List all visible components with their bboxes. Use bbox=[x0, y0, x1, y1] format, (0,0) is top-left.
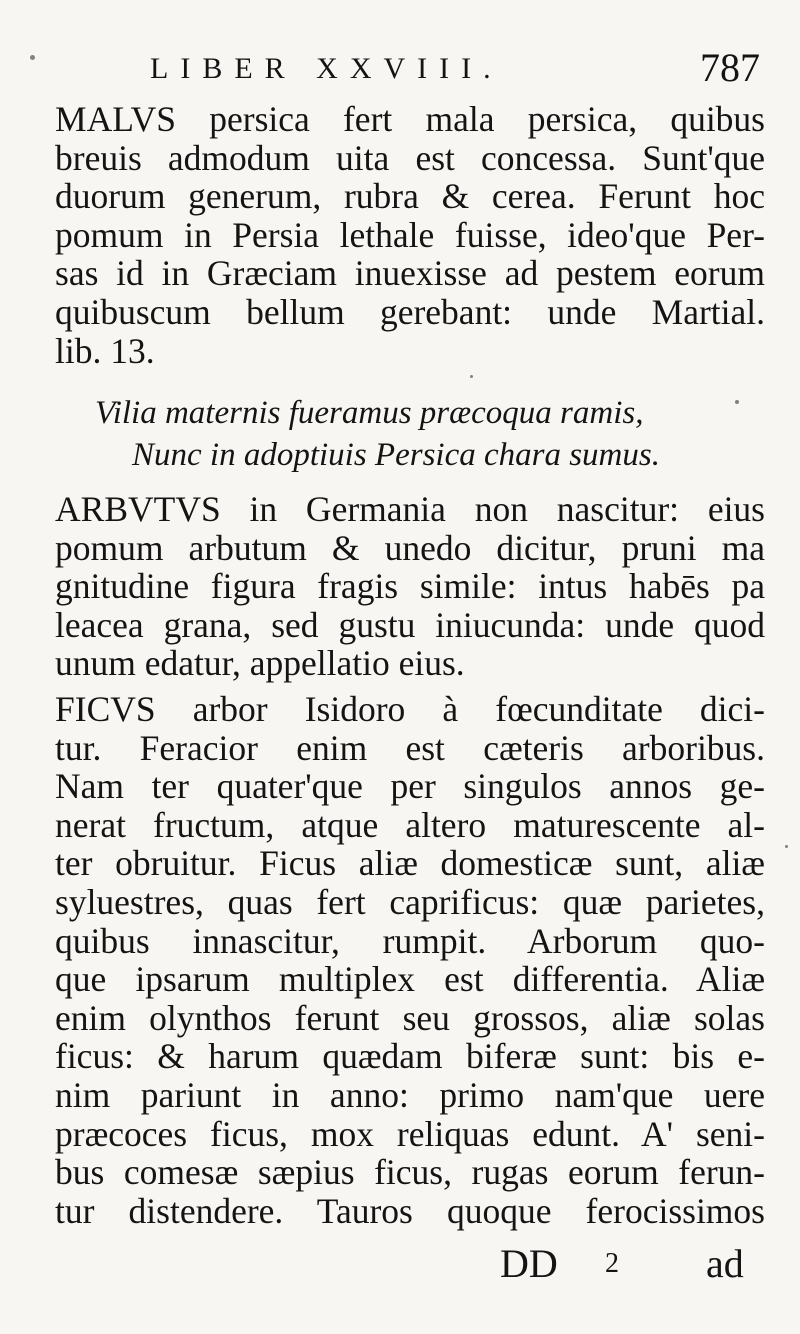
paragraph-arbutus bbox=[55, 490, 765, 683]
ink-speckle bbox=[30, 55, 35, 60]
text-line: quibuscum bellum gerebant: unde Martial. bbox=[55, 291, 765, 332]
catchword: ad bbox=[706, 1241, 744, 1286]
text-line: sas id in Græciam inuexisse ad pestem eorum bbox=[55, 253, 765, 294]
text-line: tur. Feracior enim est cæteris arboribus. bbox=[55, 727, 765, 768]
text-line: MALVS persica fert mala persica, quibus bbox=[55, 99, 765, 139]
text-line: nerat fructum, atque altero maturescente al- bbox=[55, 804, 765, 845]
text-line: pomum arbutum & unedo dicitur, pruni ma bbox=[55, 527, 765, 568]
text-line: gnitudine figura fragis simile: intus habēs pa bbox=[55, 566, 765, 607]
text-line: enim olynthos ferunt seu grossos, aliæ solas bbox=[55, 997, 765, 1038]
running-title: LIBER XXVIII. bbox=[150, 52, 503, 85]
text-line: ter obruitur. Ficus aliæ domesticæ sunt, aliæ bbox=[55, 843, 765, 884]
text-line: pomum in Persia lethale fuisse, ideo'que Per- bbox=[55, 214, 765, 255]
text-line: tur distendere. Tauros quoque ferocissimos bbox=[55, 1190, 765, 1231]
text-line: Nam ter quater'que per singulos annos ge- bbox=[55, 766, 765, 807]
text-line: ficus: & harum quædam biferæ sunt: bis e- bbox=[55, 1036, 765, 1077]
text-line: duorum generum, rubra & cerea. Ferunt hoc bbox=[55, 176, 765, 217]
text-line: breuis admodum uita est concessa. Sunt'que bbox=[55, 137, 765, 178]
text-line: syluestres, quas fert caprificus: quæ parietes, bbox=[55, 881, 765, 922]
signature-mark: DD bbox=[500, 1241, 558, 1286]
text-line: lib. 13. bbox=[55, 330, 155, 371]
ink-speckle bbox=[785, 845, 788, 848]
paragraph-malus bbox=[55, 100, 765, 370]
text-line: bus comesæ sæpius ficus, rugas eorum ferun- bbox=[55, 1152, 765, 1193]
ink-speckle bbox=[470, 375, 473, 378]
text-line: nim pariunt in anno: primo nam'que uere bbox=[55, 1074, 765, 1115]
text-line: quibus innascitur, rumpit. Arborum quo- bbox=[55, 920, 765, 961]
signature-number: 2 bbox=[605, 1248, 619, 1279]
ink-speckle bbox=[735, 400, 739, 404]
text-line: que ipsarum multiplex est differentia. Aliæ bbox=[55, 959, 765, 1000]
text-line: ARBVTVS in Germania non nascitur: eius bbox=[55, 489, 765, 529]
verse-line-1: Vilia maternis fueramus præcoqua ramis, bbox=[95, 395, 644, 431]
page-number: 787 bbox=[700, 45, 760, 90]
text-line: FICVS arbor Isidoro à fœcunditate dici- bbox=[55, 689, 765, 729]
verse-line-2: Nunc in adoptiuis Persica chara sumus. bbox=[132, 437, 660, 473]
paragraph-ficus bbox=[55, 690, 765, 1230]
text-line: leacea grana, sed gustu iniucunda: unde quod bbox=[55, 604, 765, 645]
text-line: præcoces ficus, mox reliquas edunt. A' seni- bbox=[55, 1113, 765, 1154]
text-line: unum edatur, appellatio eius. bbox=[55, 643, 465, 684]
